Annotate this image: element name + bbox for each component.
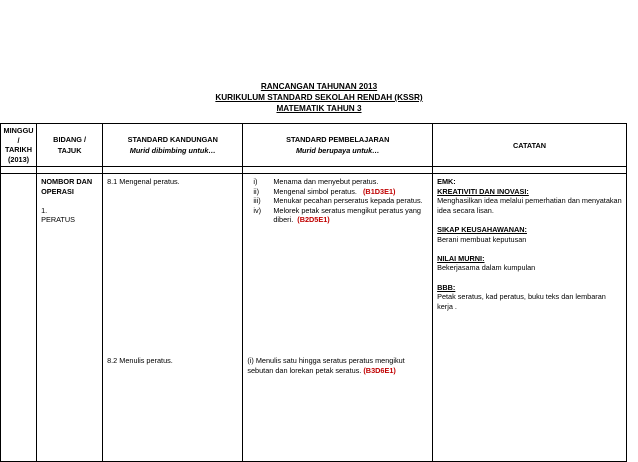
bidang-line3: 1. <box>41 205 48 215</box>
cell-kandungan <box>103 174 243 462</box>
emk-heading: EMK: <box>437 177 456 186</box>
bbb-heading: BBB: <box>437 282 456 292</box>
bbb-text: Petak seratus, kad peratus, buku teks dan lembaran kerja . <box>437 292 606 311</box>
bidang-line1: NOMBOR DAN <box>41 177 93 186</box>
pembelajaran-item: iv) Melorek petak seratus mengikut peratus yang diberi. (B2D5E1) <box>253 205 421 225</box>
pembelajaran-item: iii) Menukar pecahan perseratus kepada peratus. <box>253 196 423 206</box>
kandungan-item2: 8.2 Menulis peratus. <box>107 356 173 365</box>
emk-text: Menghasilkan idea melalui pemerhatian dan menyatakan idea secara lisan. <box>437 196 622 215</box>
title-line2: KURIKULUM STANDARD SEKOLAH RENDAH (KSSR) <box>215 93 423 102</box>
sikap-text: Berani membuat keputusan <box>437 234 527 244</box>
content-row <box>1 174 627 462</box>
cell-bidang <box>37 174 103 462</box>
bidang-line2: OPERASI <box>41 186 74 196</box>
sikap-heading: SIKAP KEUSAHAWANAN: <box>437 224 527 234</box>
header-row <box>1 124 627 167</box>
cell-catatan <box>433 174 627 462</box>
spacer-row <box>1 167 627 174</box>
pembelajaran-item2-code: (B3D6E1) <box>363 365 396 375</box>
nilai-heading: NILAI MURNI: <box>437 253 485 263</box>
yearly-plan-table <box>0 123 627 462</box>
cell-pembelajaran <box>243 174 433 462</box>
pembelajaran-item2: (i) Menulis satu hingga seratus peratus mengikut sebutan dan lorekan petak seratus. <box>247 356 405 375</box>
header-pembelajaran: STANDARD PEMBELAJARAN Murid berupaya untuk… <box>243 124 433 167</box>
title-line1: RANCANGAN TAHUNAN 2013 <box>260 82 378 91</box>
cell-minggu <box>1 174 37 462</box>
header-kandungan: STANDARD KANDUNGAN Murid dibimbing untuk… <box>103 124 243 167</box>
pembelajaran-list <box>253 177 428 225</box>
title-line3: MATEMATIK TAHUN 3 <box>276 104 362 113</box>
nilai-text: Bekerjasama dalam kumpulan <box>437 263 536 273</box>
kandungan-item1: 8.1 Mengenal peratus. <box>107 177 180 186</box>
bidang-line4: PERATUS <box>41 215 76 225</box>
header-minggu: MINGGU / TARIKH (2013) <box>1 124 37 167</box>
header-bidang: BIDANG / TAJUK <box>37 124 103 167</box>
pembelajaran-item: i) Menama dan menyebut peratus. <box>253 177 379 186</box>
header-catatan: CATATAN <box>433 124 627 167</box>
pembelajaran-item: ii) Mengenal simbol peratus. (B1D3E1) <box>253 186 396 196</box>
emk-subheading: KREATIVITI DAN INOVASI: <box>437 186 529 196</box>
